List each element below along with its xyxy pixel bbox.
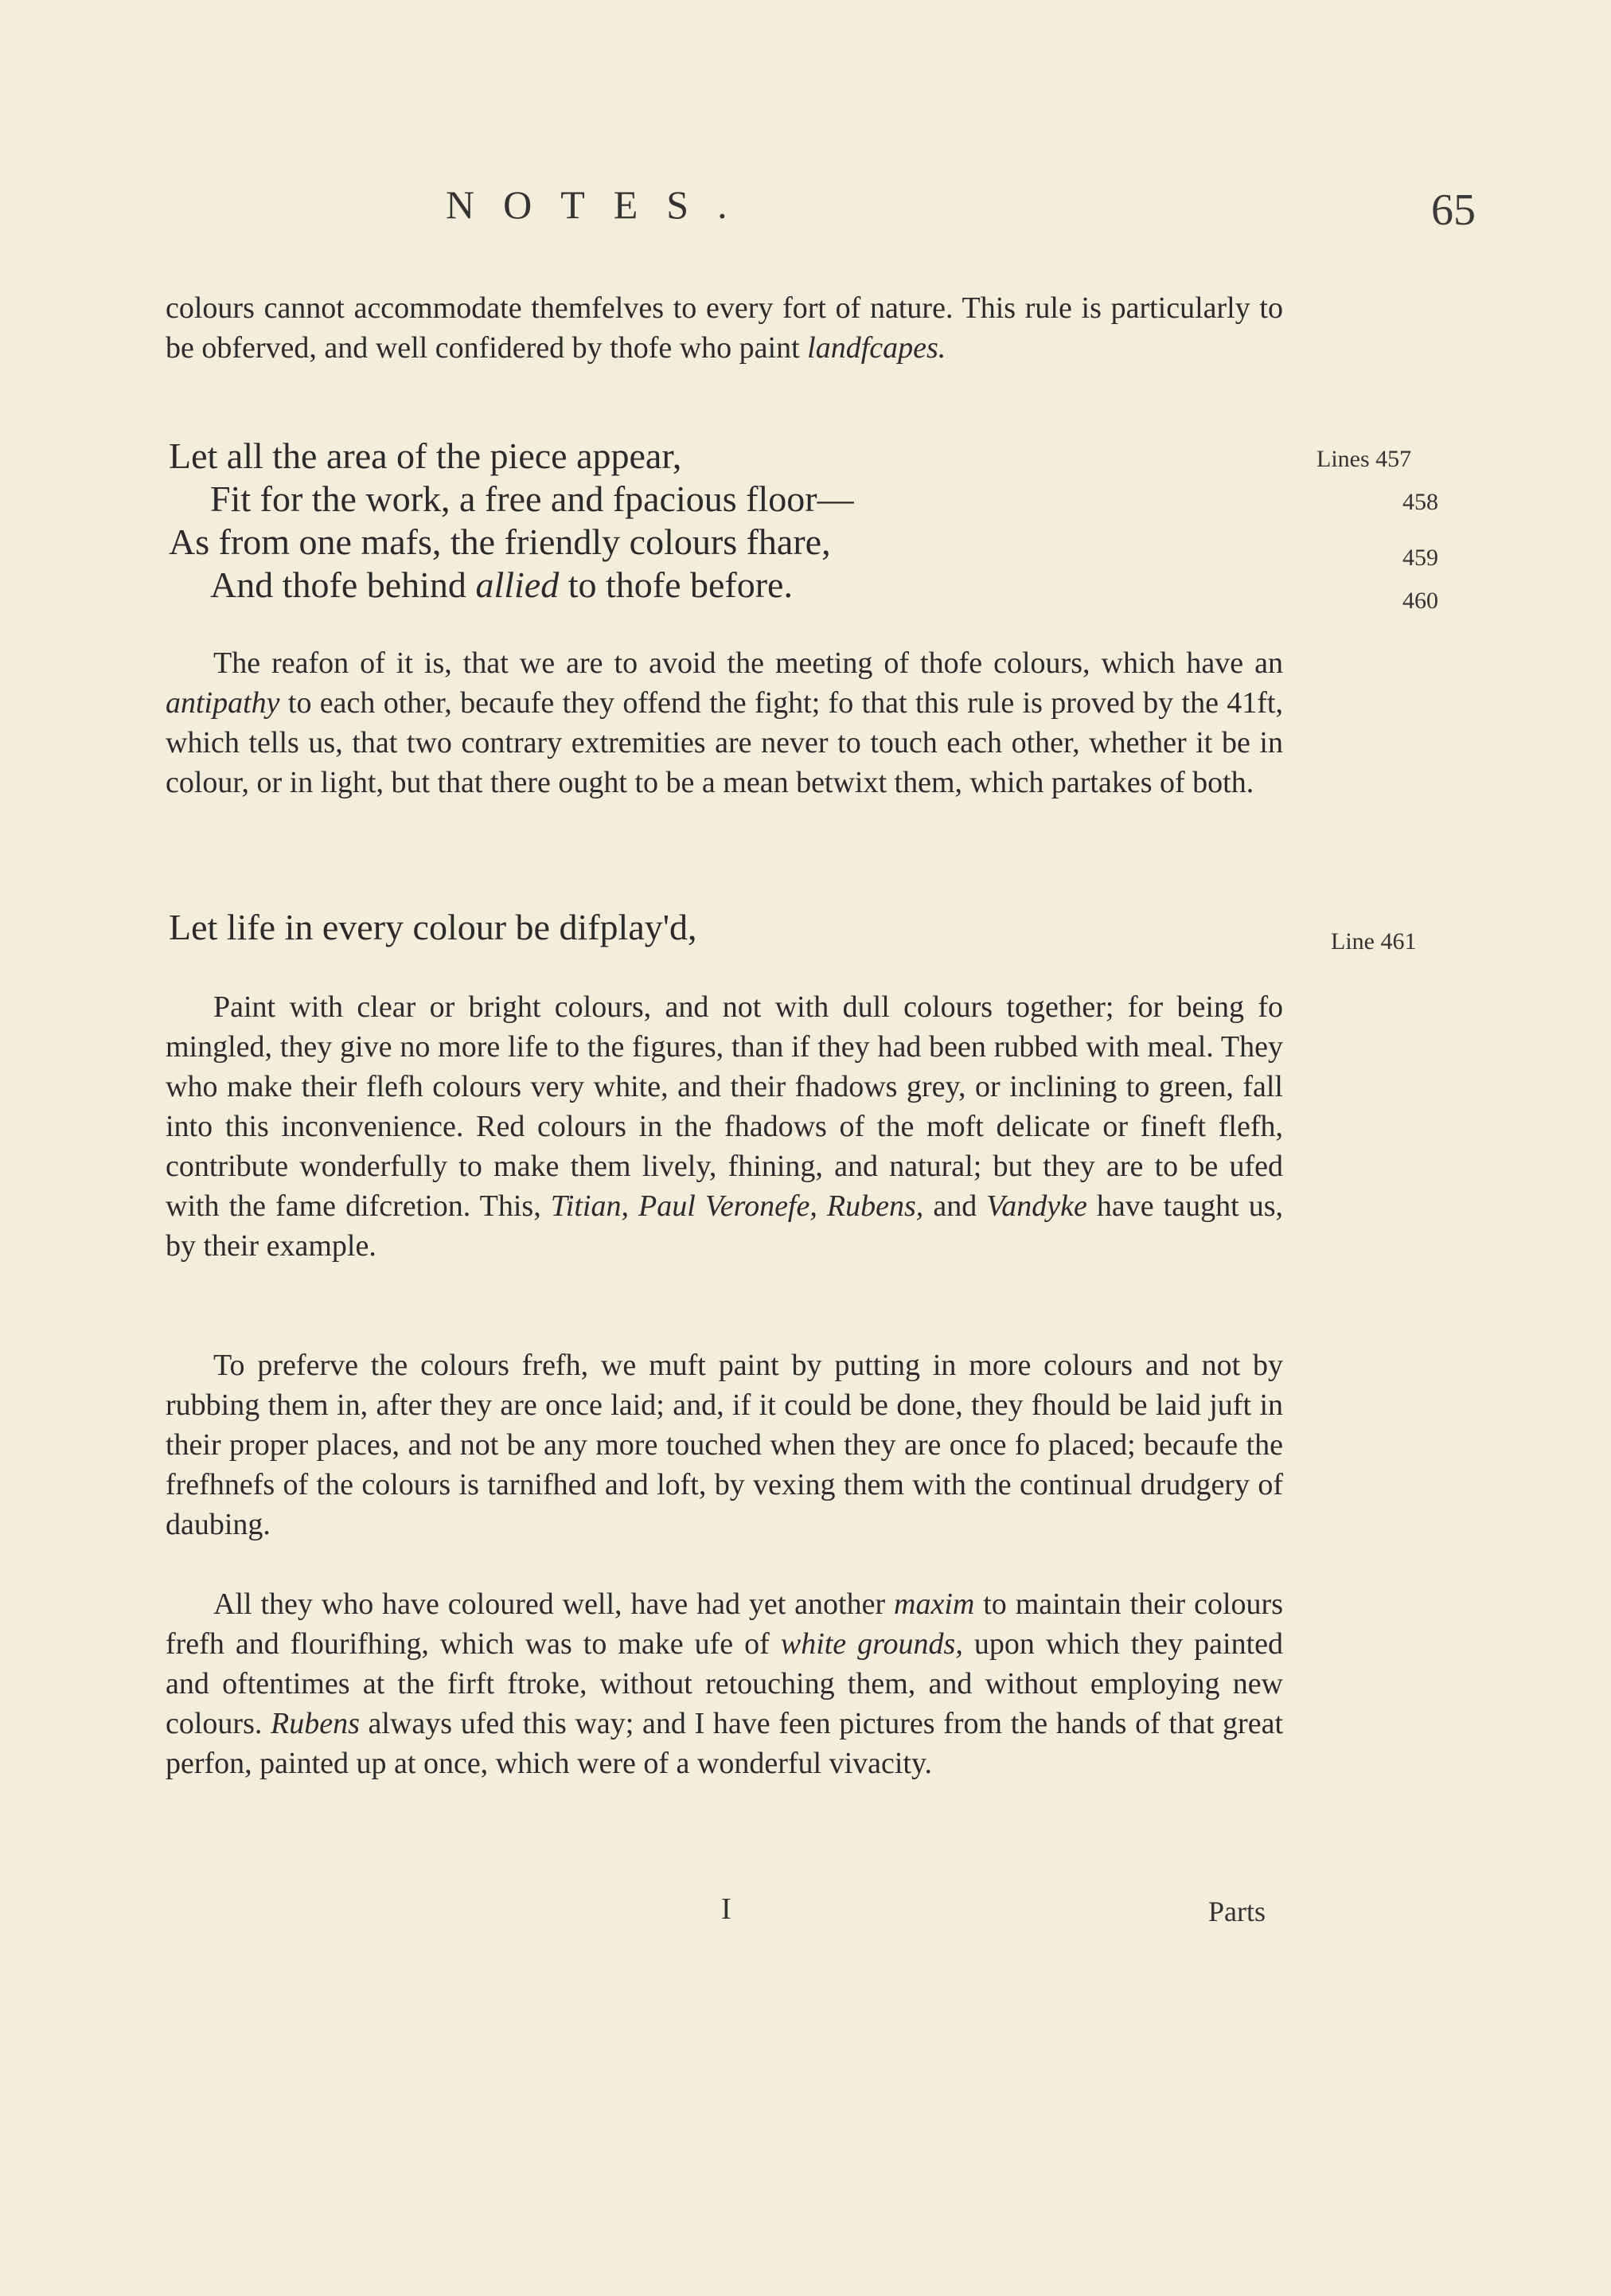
line-ref-459: 459	[1402, 545, 1438, 571]
paragraph-white-grounds-text-a: All they who have coloured well, have had yet another	[213, 1587, 895, 1621]
catchword: Parts	[1208, 1896, 1266, 1927]
paragraph-bright-colours-text-b: and	[923, 1189, 987, 1223]
emphasis-allied: allied	[475, 564, 560, 605]
paragraph-white-grounds-text-d: always ufed this way; and I have feen pictures from the hands of that great perfon, painted up at once, which were of a wonderful vivacity.	[166, 1707, 1283, 1780]
paragraph-antipathy-text-a: The reafon of it is, that we are to avoid the meeting of thofe colours, which have an	[213, 646, 1283, 680]
line-ref-458: 458	[1402, 489, 1438, 515]
emphasis-white-grounds: white grounds,	[780, 1627, 963, 1661]
emphasis-maxim: maxim	[894, 1587, 975, 1621]
paragraph-preserve-colours: To preferve the colours frefh, we muft paint by putting in more colours and not by rubbing them in, after they are once laid; and, if it could be done, they fhould be laid juft in their proper places, and not be any more touched when they are once fo placed; becaufe the frefhnefs of the colours is tarnifhed and loft, by vexing them with the continual drudgery of daubing.	[166, 1349, 1283, 1541]
paragraph-bright-colours	[166, 987, 1283, 1266]
signature-mark: I	[721, 1892, 731, 1926]
verse-line-457: Let all the area of the piece appear,	[169, 435, 682, 476]
line-ref-461: Line 461	[1331, 928, 1417, 955]
paragraph-white-grounds-text-c: upon which they painted and oftentimes at the firft ftroke, without retouching them, and without employing new colours.	[166, 1627, 1283, 1740]
paragraph-landscapes-text: colours cannot accommodate themfelves to every fort of nature. This rule is particularly to be obferved, and well confidered by thofe who paint	[166, 291, 1283, 365]
emphasis-landscapes: landfcapes.	[807, 331, 946, 365]
emphasis-rubens: Rubens	[271, 1707, 360, 1740]
paragraph-white-grounds-text-b: to maintain their colours frefh and flourifhing, which was to make ufe of	[166, 1587, 1283, 1661]
page-number: 65	[1431, 185, 1476, 235]
emphasis-painters: Titian, Paul Veronefe, Rubens,	[550, 1189, 924, 1223]
line-ref-457: Lines 457	[1316, 446, 1412, 472]
emphasis-vandyke: Vandyke	[986, 1189, 1087, 1223]
paragraph-antipathy-text-b: to each other, becaufe they offend the fight; fo that this rule is proved by the 41ft, which tells us, that two contrary extremities are never to touch each other, whether it be in colour, or in light, but that there ought to be a mean betwixt them, which partakes of both.	[166, 686, 1283, 799]
paragraph-bright-colours-text-a: Paint with clear or bright colours, and not with dull colours together; for being fo mingled, they give no more life to the figures, than if they had been rubbed with meal. They who make their flefh colours very white, and their fhadows grey, or inclining to green, fall into this inconvenience. Red colours in the fhadows of the moft delicate or fineft flefh, contribute wonderfully to make them lively, fhining, and natural; but they are to be ufed with the fame difcretion. This,	[166, 990, 1283, 1223]
paragraph-landscapes	[166, 288, 1283, 368]
verse-line-460-start: And thofe behind	[210, 564, 476, 605]
paragraph-antipathy	[166, 643, 1283, 802]
verse-line-461: Let life in every colour be difplay'd,	[169, 907, 697, 947]
verse-line-459: As from one mafs, the friendly colours fhare,	[169, 521, 831, 562]
paragraph-bright-colours-text-c: have taught us, by their example.	[166, 1189, 1283, 1263]
line-ref-460: 460	[1402, 588, 1438, 614]
running-head: NOTES.	[446, 182, 756, 227]
emphasis-antipathy: antipathy	[166, 686, 280, 720]
verse-line-458: Fit for the work, a free and fpacious floor—	[210, 478, 854, 519]
verse-line-460	[210, 564, 793, 607]
verse-line-460-end: to thofe before.	[559, 564, 793, 605]
paragraph-white-grounds	[166, 1584, 1283, 1783]
